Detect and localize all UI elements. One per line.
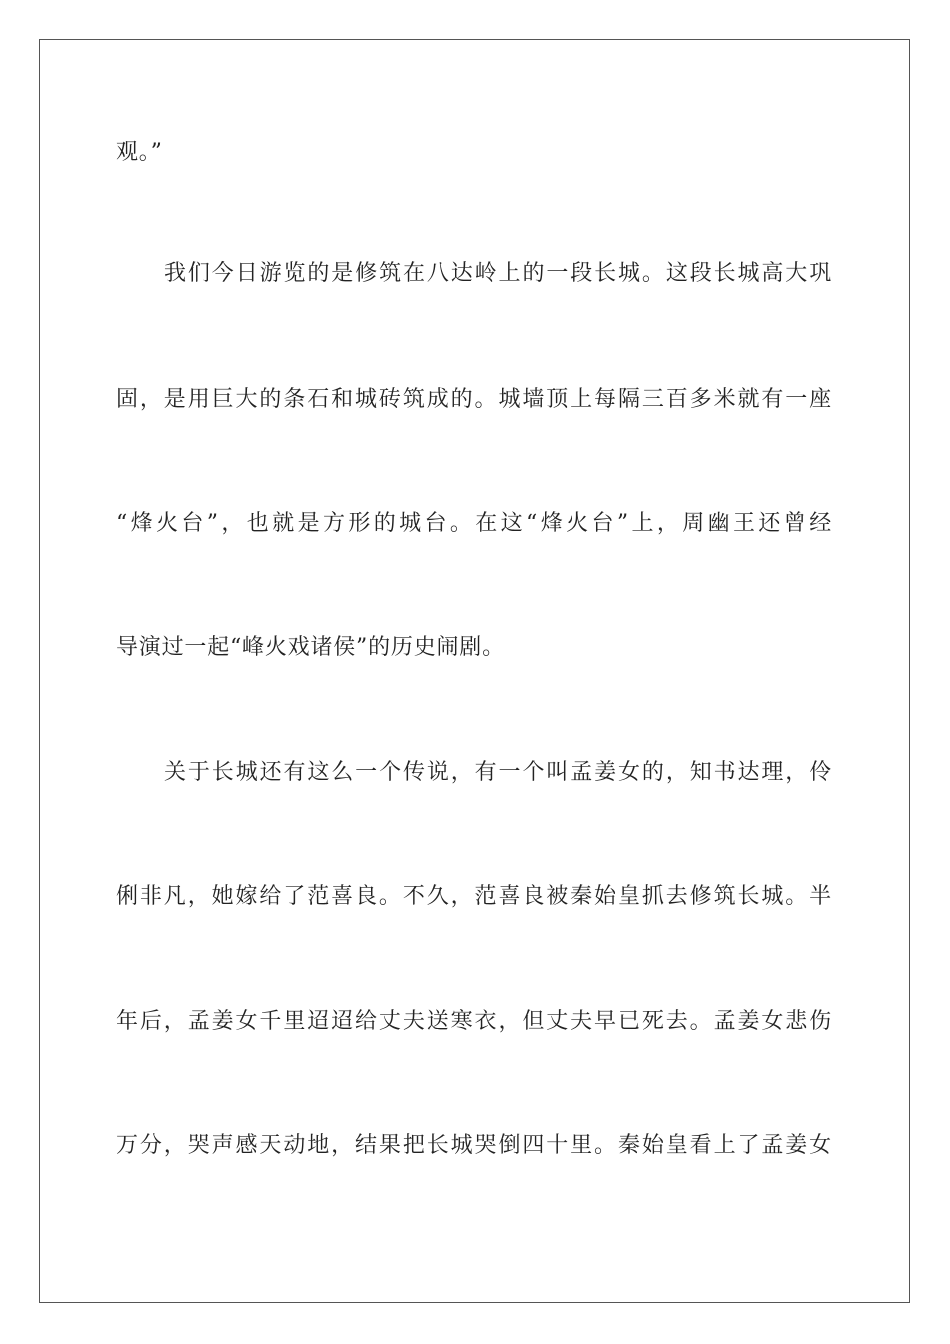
text-line-5: 导演过一起“峰火戏诸侯”的历史闹剧。 xyxy=(116,635,505,660)
page-border xyxy=(39,39,910,1303)
text-line-6: 关于长城还有这么一个传说，有一个叫孟姜女的，知书达理，伶 xyxy=(164,760,832,785)
text-line-4: “烽火台”，也就是方形的城台。在这“烽火台”上，周幽王还曾经 xyxy=(116,511,832,536)
text-line-2: 我们今日游览的是修筑在八达岭上的一段长城。这段长城高大巩 xyxy=(164,261,832,286)
text-line-8: 年后，孟姜女千里迢迢给丈夫送寒衣，但丈夫早已死去。孟姜女悲伤 xyxy=(116,1009,832,1034)
text-line-7: 俐非凡，她嫁给了范喜良。不久，范喜良被秦始皇抓去修筑长城。半 xyxy=(116,884,832,909)
text-line-1: 观。” xyxy=(116,140,163,165)
text-line-9: 万分，哭声感天动地，结果把长城哭倒四十里。秦始皇看上了孟姜女 xyxy=(116,1133,832,1158)
text-line-3: 固，是用巨大的条石和城砖筑成的。城墙顶上每隔三百多米就有一座 xyxy=(116,387,832,412)
